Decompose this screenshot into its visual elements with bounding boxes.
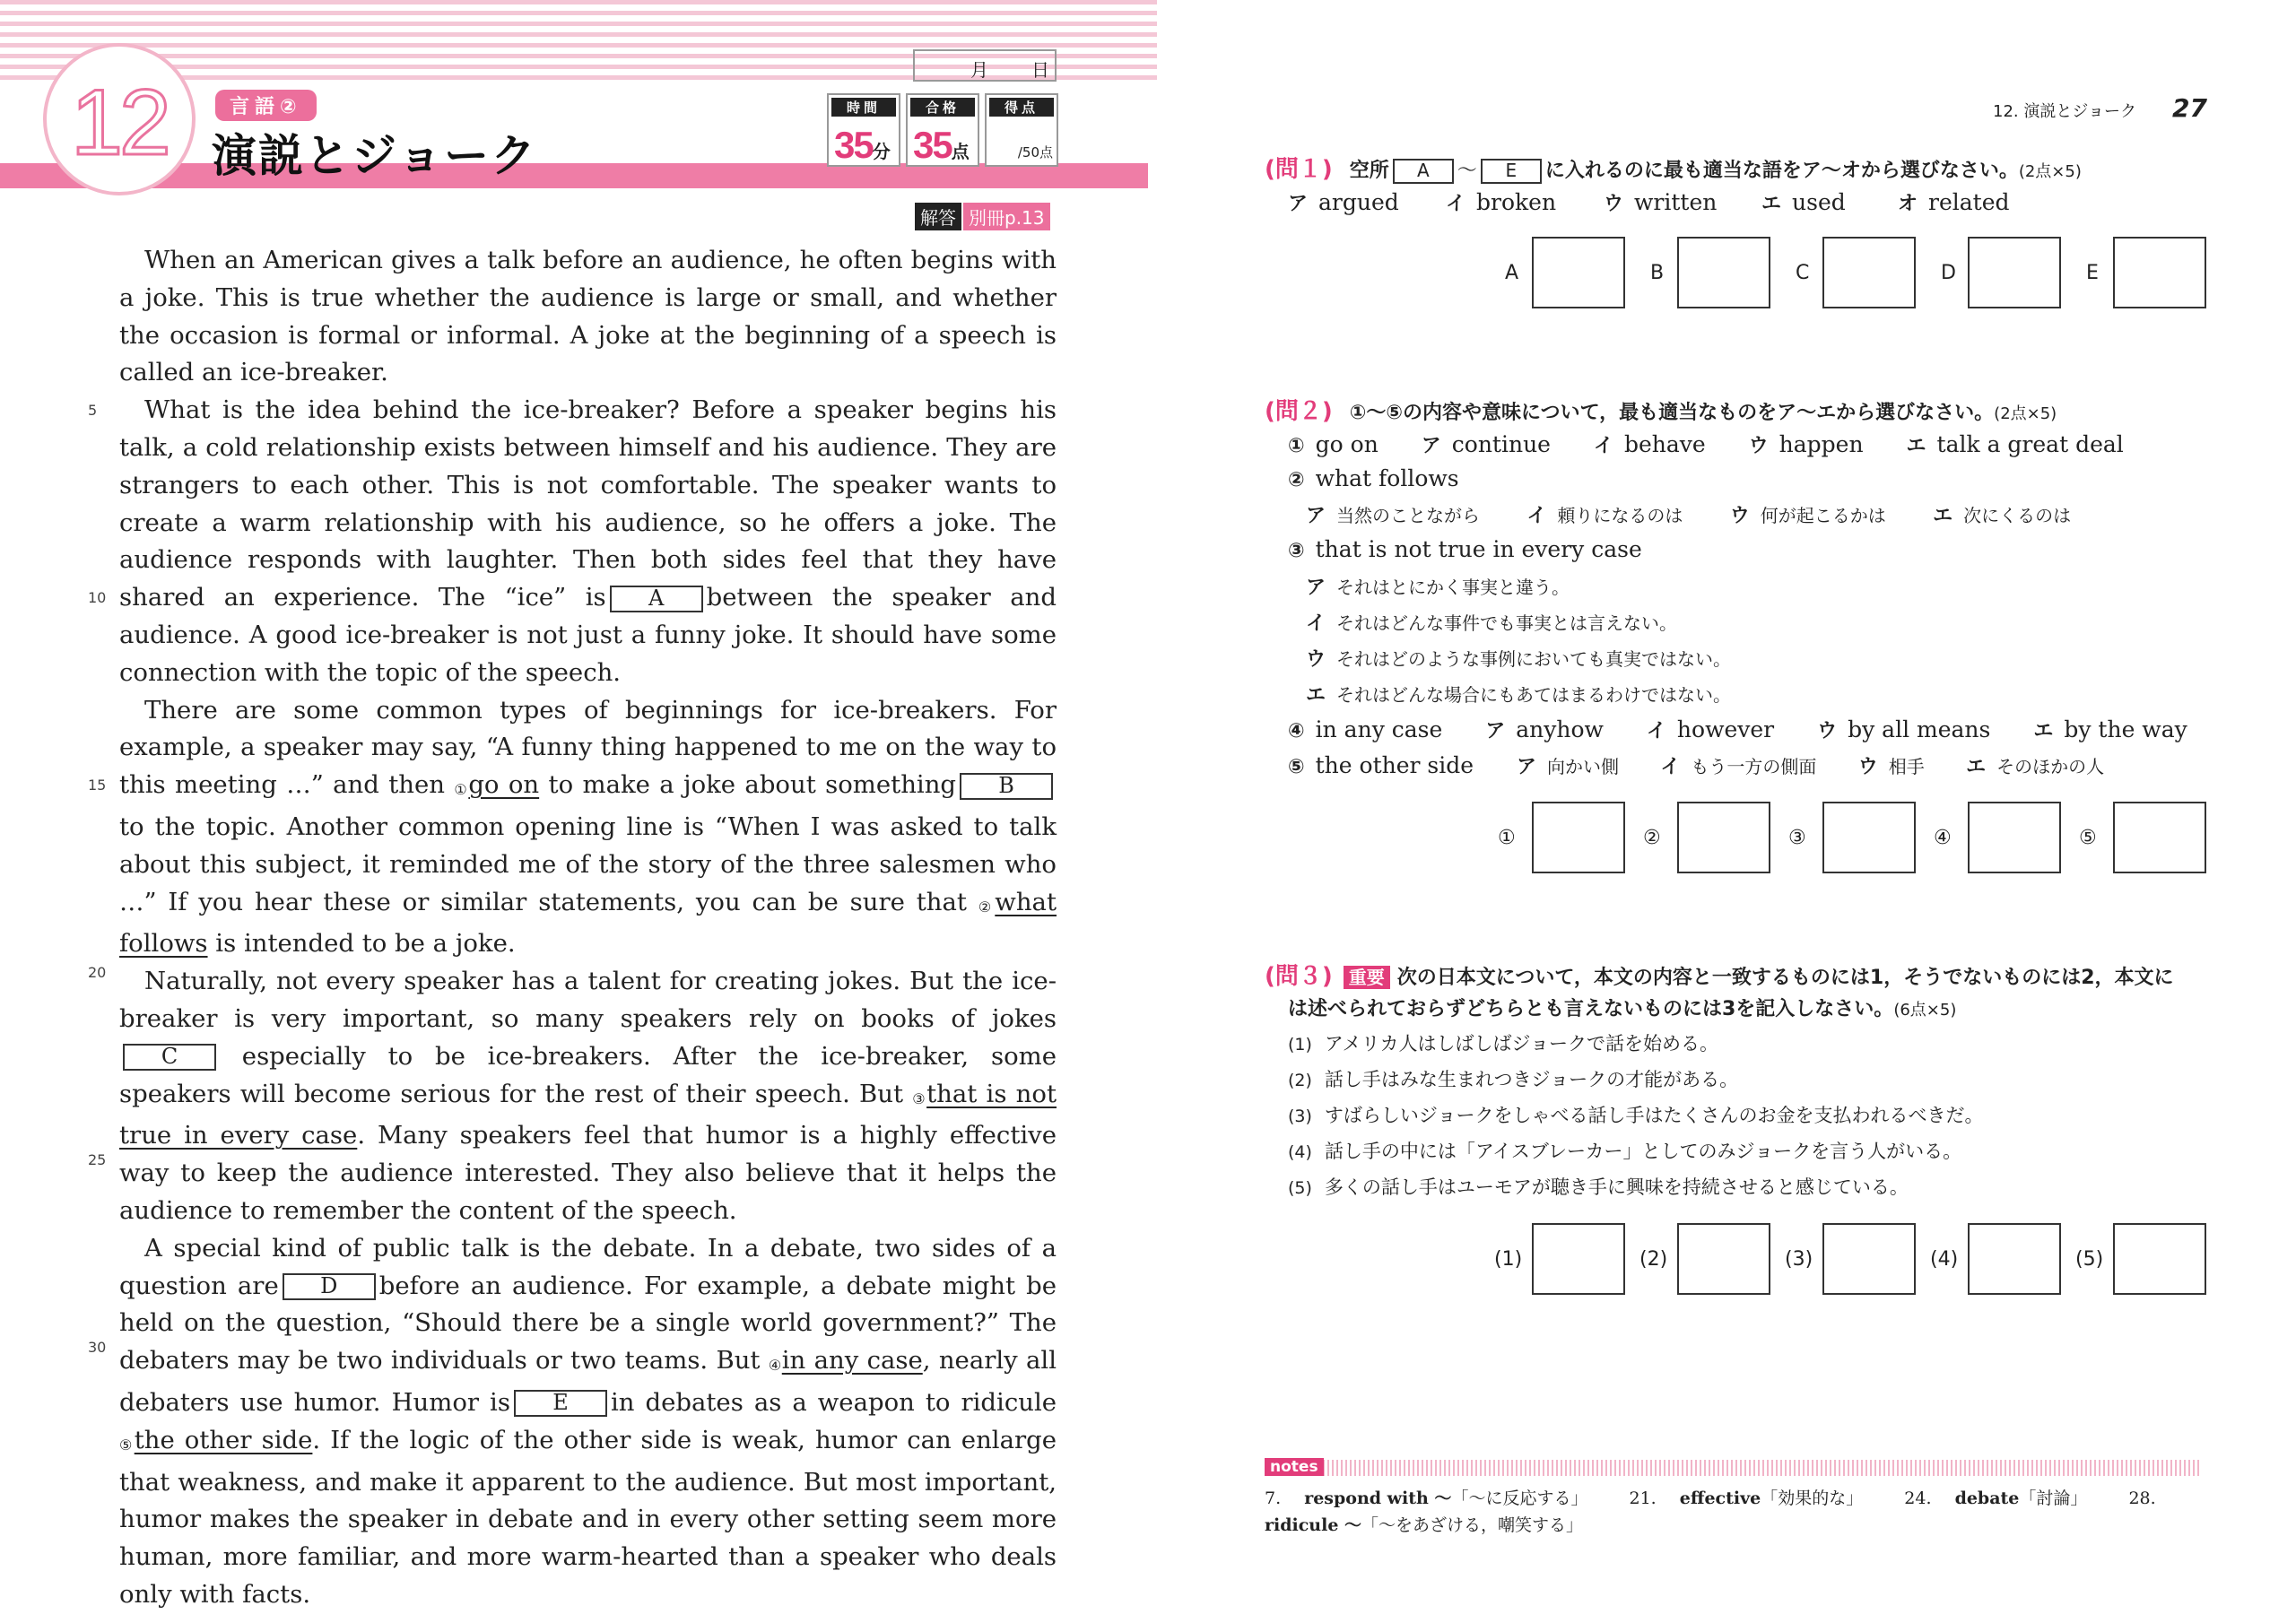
q2-item-5: ⑤ the other side ア 向かい側 イ もう一方の側面 ウ 相手 エ そのほかの人 [1288, 752, 2105, 778]
note-item: 28. ridicule 〜「〜をあざける，嘲笑する」 [1265, 1488, 2156, 1535]
q2-item-3-option: ア それはとにかく事実と違う。 [1306, 577, 1570, 599]
pass-box [906, 93, 979, 167]
underline-5: the other side [134, 1425, 313, 1454]
question-1-label: (問１) [1265, 156, 1333, 183]
paragraph-2: What is the idea behind the ice-breaker? Before a speaker begins his talk, a cold relationship exists between himself and his audience. They are strangers to each other. This is not comfortable. The speaker wants to create a warm relationship with his audience, so he offers a joke. The audience responds with laughter. Then both sides feel that they have shared an experience. The “ice” is A between the speaker and audience. A good ice-breaker is not just a funny joke. It should have some connection with the topic of the speech. [119, 395, 1057, 687]
answer-box[interactable] [1677, 237, 1770, 308]
answer-box[interactable] [1968, 1223, 2061, 1295]
q2-item-4: ④ in any case ア anyhow イ however ウ by all means エ by the way [1288, 716, 2187, 742]
answer-box[interactable] [1532, 802, 1625, 873]
score-out-of: /50点 [1017, 144, 1053, 161]
unit-number-badge [43, 43, 196, 195]
running-head: 12. 演説とジョーク [1993, 102, 2136, 121]
answer-box[interactable] [2113, 802, 2206, 873]
line-number: 20 [88, 964, 107, 981]
answer-box[interactable] [1968, 802, 2061, 873]
underline-2: what follows [119, 887, 1057, 959]
question-2-label: (問２) [1265, 398, 1333, 425]
time-value: 35 [834, 124, 873, 166]
question-3-label: (問３) [1265, 963, 1333, 990]
vocabulary-notes [1265, 1485, 2206, 1539]
statement: (1) アメリカ人はしばしばジョークで話を始める。 [1288, 1033, 1719, 1055]
q2-item-3-option: エ それはどんな場合にもあてはまるわけではない。 [1306, 684, 1732, 707]
note-item: 7. respond with 〜「〜に反応する」 [1265, 1488, 1588, 1508]
answer-box[interactable] [1532, 1223, 1625, 1295]
underline-4: in any case [781, 1346, 923, 1376]
page-title: 演説とジョーク [212, 130, 537, 182]
pass-value: 35 [913, 124, 952, 166]
line-number: 5 [88, 402, 98, 419]
q1-option: ア argued [1288, 189, 1399, 215]
pass-label: 合格 [910, 98, 975, 117]
answer-ref [915, 203, 1050, 230]
blank-c: C [123, 1044, 216, 1071]
answer-box[interactable] [1677, 802, 1770, 873]
question-1: (問１) 空所 A 〜 E に入れるのに最も適当な語をア〜オから選びなさい。(2点×5) [1265, 156, 2082, 183]
day-label: 日 [1031, 59, 1049, 81]
statement: (4) 話し手の中には「アイスブレーカー」としてのみジョークを言う人がいる。 [1288, 1141, 1962, 1162]
answer-box[interactable] [1822, 237, 1916, 308]
pass-unit: 点 [951, 143, 970, 162]
statement: (3) すばらしいジョークをしゃべる話し手はたくさんのお金を支払われるべきだ。 [1288, 1105, 1984, 1126]
time-unit: 分 [872, 143, 891, 162]
time-box [827, 93, 900, 167]
q2-item-3: ③ that is not true in every case [1288, 536, 1642, 562]
blank-b: B [960, 773, 1053, 800]
answer-box[interactable] [1677, 1223, 1770, 1295]
underline-1: go on [468, 770, 540, 800]
note-item: 21. effective「効果的な」 [1629, 1488, 1864, 1508]
q1-option: イ broken [1446, 189, 1557, 215]
q1-option: ウ written [1604, 189, 1718, 215]
note-item: 24. debate「討論」 [1904, 1488, 2088, 1508]
important-badge: 重要 [1344, 966, 1390, 989]
paragraph-5: A special kind of public talk is the debate. In a debate, two sides of a question are D before an audience. For example, a debate might be held on the question, “Should there be a single world government?” The debaters may be two individuals or two teams. But ④in any case, nearly all debaters use humor. Humor is E in debates as a weapon to ridicule ⑤the other side. If the logic of the other side is weak, humor can enlarge that weakness, and make it apparent to the audience. But most important, humor makes the speaker in debate and in every other setting seem more human, more familiar, and more warm-hearted than a speaker who deals only with facts. [119, 1233, 1057, 1609]
notes-tag: notes [1265, 1458, 1324, 1476]
paragraph-1: When an American gives a talk before an audience, he often begins with a joke. This is true whether the audience is large or small, and whether the occasion is formal or informal. A joke at the beginning of a speech is called an ice-breaker. [119, 246, 1057, 387]
blank-d: D [283, 1273, 376, 1300]
answer-box[interactable] [1822, 802, 1916, 873]
paragraph-4: Naturally, not every speaker has a talent for creating jokes. But the ice-breaker is very important, so many speakers rely on books of jokesC especially to be ice-breakers. After the ice-breaker, some speakers will become serious for the rest of their speech. But ③that is not true in every case. Many speakers feel that humor is a highly effective way to keep the audience interested. They also believe that it helps the audience to remember the content of the speech. [119, 967, 1057, 1225]
answer-box[interactable] [2113, 237, 2206, 308]
right-page: 12. 演説とジョーク 27 (問１) 空所 A 〜 E に入れるのに最も適当な語をア〜オから選びなさい。(2点×5) ア argued イ broken ウ written エ used オ related A B C D E (問２) ①〜⑤の内容や意味について，最も適当なものをア〜エから選びなさい。(2点×5) ① go on ア continue イ behave ウ happen エ talk a great deal ② what follows ア 当然のことながら イ 頼りになるのは ウ 何が起こるかは エ 次にくるのは ③ that is not true in every case ア それはとにかく事実と違う。 イ それはどんな事件でも事実とは言えない。 ウ それはどのような事例においても真実ではない。 エ それはどんな場合にもあてはまるわけではない。 ④ in any case ア anyhow イ however ウ by all means エ by the way ⑤ the other side ア 向かい側 イ もう一方の側面 ウ 相手 エ そのほかの人 ① ② ③ ④ ⑤ (問３) 重要 次の日本文について，本文の内容と一致するものには1，そうでないものには2，本文に は述べられておらずどちらとも言えないものには3を記入しなさい。(6点×5) (1) アメリカ人はしばしばジョークで話を始める。 (2) 話し手はみな生まれつきジョークの才能がある。 (3) すばらしいジョークをしゃべる話し手はたくさんのお金を支払われるべきだ。 (4) 話し手の中には「アイスブレーカー」としてのみジョークを言う人がいる。 (5) 多くの話し手はユーモアが聴き手に興味を持続させると感じている。 (1) (2) (3) (4) (5) [1157, 0, 2296, 1623]
unit-number: 12 [71, 71, 168, 175]
blank-e: E [514, 1390, 607, 1417]
category-label: 言語② [215, 90, 317, 121]
statement: (5) 多くの話し手はユーモアが聴き手に興味を持続させると感じている。 [1288, 1176, 1909, 1198]
statement: (2) 話し手はみな生まれつきジョークの才能がある。 [1288, 1069, 1739, 1090]
q2-item-1: ① go on ア continue イ behave ウ happen エ talk a great deal [1288, 431, 2124, 457]
blank-a: A [610, 586, 703, 612]
q2-item-3-option: イ それはどんな事件でも事実とは言えない。 [1306, 612, 1678, 635]
q1-option: オ related [1898, 189, 2010, 215]
line-number: 30 [88, 1339, 107, 1356]
q2-item-2: ② what follows [1288, 465, 1459, 491]
time-label: 時間 [831, 98, 896, 117]
date-field [913, 49, 1057, 82]
reading-passage [119, 242, 1057, 1614]
month-label: 月 [970, 59, 988, 81]
score-label: 得点 [989, 98, 1054, 117]
line-number: 10 [88, 589, 107, 606]
paragraph-3: There are some common types of beginnings for ice-breakers. For example, a speaker may say, “A funny thing happened to me on the way to this meeting …” and then ①go on to make a joke about something Bto the topic. Another common opening line is “When I was asked to talk about this subject, it reminded me of the story of the three salesmen who …” If you hear these or similar statements, you can be sure that ②what follows is intended to be a joke. [119, 695, 1057, 959]
answer-box[interactable] [2113, 1223, 2206, 1295]
q2-item-3-option: ウ それはどのような事例においても真実ではない。 [1306, 648, 1732, 671]
question-3-cont: は述べられておらずどちらとも言えないものには3を記入しなさい。(6点×5) [1288, 998, 1957, 1020]
answer-box[interactable] [1822, 1223, 1916, 1295]
line-number: 25 [88, 1151, 107, 1168]
answer-page: 別冊p.13 [963, 203, 1050, 230]
answer-box[interactable] [1968, 237, 2061, 308]
notes-divider [1265, 1460, 2202, 1476]
score-box [985, 93, 1058, 167]
answer-box[interactable] [1532, 237, 1625, 308]
line-number: 15 [88, 777, 107, 794]
q2-item-2-options: ア 当然のことながら イ 頼りになるのは ウ 何が起こるかは エ 次にくるのは [1306, 505, 2072, 527]
q1-option: エ used [1761, 189, 1846, 215]
question-2: (問２) ①〜⑤の内容や意味について，最も適当なものをア〜エから選びなさい。(2点×5) [1265, 398, 2057, 425]
underline-3: that is not true in every case [119, 1079, 1057, 1150]
question-3: (問３) 重要 次の日本文について，本文の内容と一致するものには1，そうでないものには2，本文に [1265, 963, 2174, 990]
answer-label: 解答 [915, 203, 961, 230]
page-number: 27 [2172, 93, 2207, 123]
